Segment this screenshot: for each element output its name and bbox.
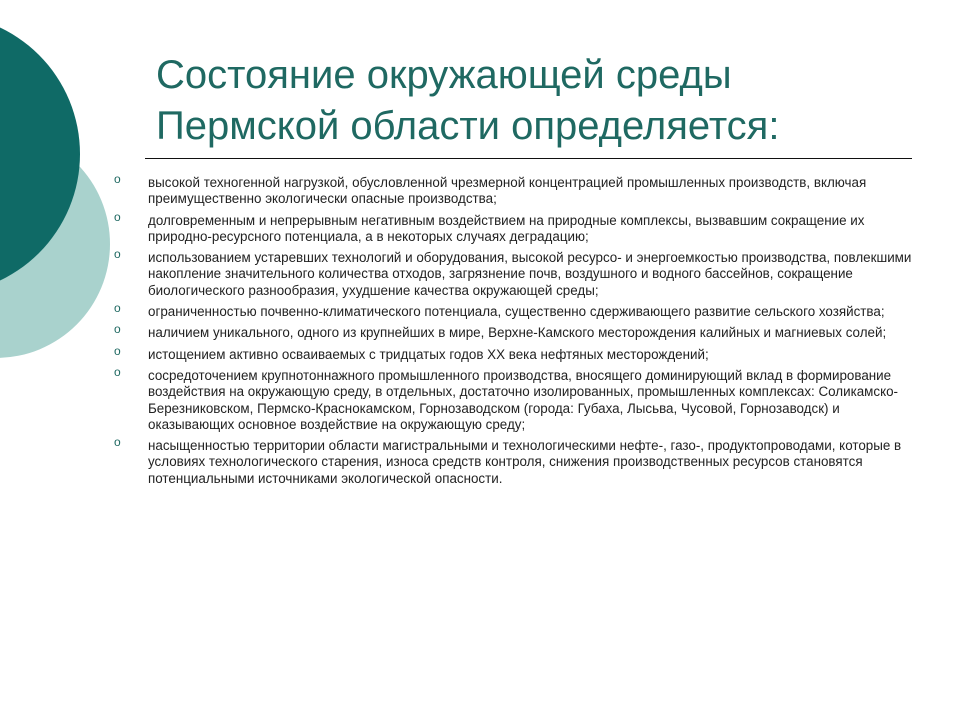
bullet-text: наличием уникального, одного из крупнейших в мире, Верхне-Камского месторождения калийных и магниевых солей;	[148, 325, 887, 341]
bullet-item	[112, 209, 924, 246]
bullet-marker-icon: o	[114, 364, 121, 379]
bullet-text: долговременным и непрерывным негативным воздействием на природные комплексы, вызвавшим сокращение их природно-ресурсного потенциала, а в некоторых случаях деградацию;	[148, 212, 865, 244]
bullet-item	[112, 247, 924, 299]
slide-title	[156, 50, 916, 152]
bullet-text: насыщенностью территории области магистральными и технологическими нефте-, газо-, продуктопроводами, которые в условиях технологического старения, износа средств контроля, снижения производственных ресурсов становятся потенциальными источниками экологической опасности.	[148, 438, 902, 486]
bullet-item	[112, 322, 924, 341]
bullet-text: истощением активно осваиваемых с тридцатых годов XX века нефтяных месторождений;	[148, 346, 709, 362]
title-line-1: Состояние окружающей среды	[156, 53, 732, 97]
bullet-item	[112, 435, 924, 487]
bullet-marker-icon: o	[114, 322, 121, 337]
title-line-2: Пермской области определяется:	[156, 104, 780, 148]
bullet-marker-icon: o	[114, 435, 121, 450]
bullet-text: сосредоточением крупнотоннажного промышленного производства, вносящего доминирующий вклад в формирование воздействия на окружающую среду, в отдельных, достаточно изолированных, промышленных комплексах: Соликамско-Березниковском, Пермско-Краснокамском, Горнозаводском (города: Губаха, Лысьва, Чусовой, Горнозаводск) и оказывающих основное воздействие на окружающую среду;	[148, 367, 899, 432]
title-divider	[145, 158, 912, 159]
bullet-marker-icon: o	[114, 172, 121, 186]
bullet-marker-icon: o	[114, 247, 121, 262]
bullet-marker-icon: o	[114, 209, 121, 224]
bullet-item	[112, 364, 924, 433]
bullet-text: ограниченностью почвенно-климатического потенциала, существенно сдерживающего развитие сельского хозяйства;	[148, 304, 885, 320]
bullet-text: использованием устаревших технологий и оборудования, высокой ресурсо- и энергоемкостью производства, повлекшими накопление значительного количества отходов, загрязнение почв, воздушного и водного бассейнов, сокращение биологического разнообразия, ухудшение качества окружающей среды;	[148, 250, 912, 298]
bullet-item	[112, 172, 924, 208]
bullet-marker-icon: o	[114, 343, 121, 358]
bullet-text: высокой техногенной нагрузкой, обусловленной чрезмерной концентрацией промышленных производств, включая преимущественно экологически опасные производства;	[148, 175, 867, 207]
bullet-item	[112, 301, 924, 320]
bullet-list	[112, 172, 924, 492]
bullet-marker-icon: o	[114, 301, 121, 316]
bullet-item	[112, 343, 924, 363]
